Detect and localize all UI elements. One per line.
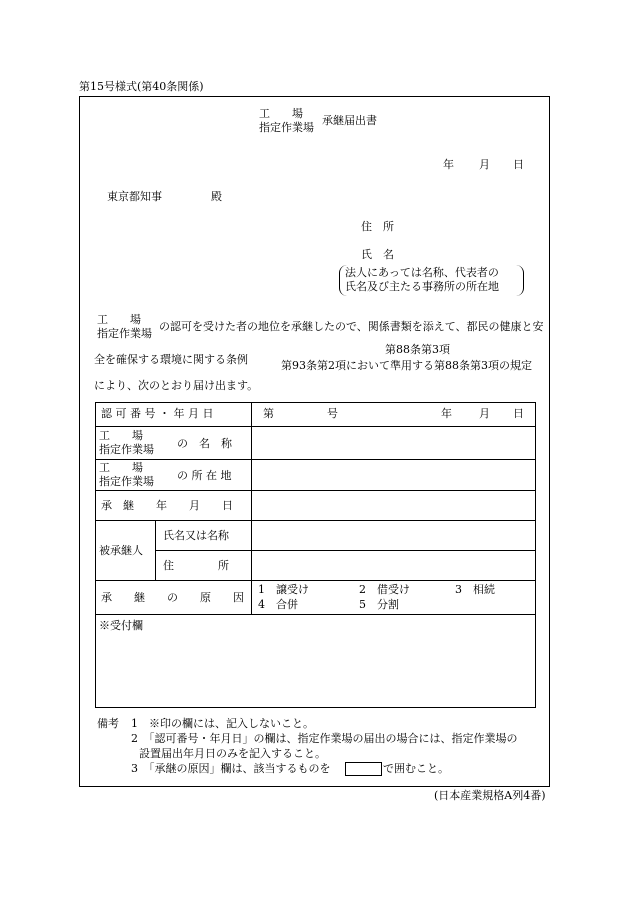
- form-number: 第15号様式(第40条関係): [79, 80, 204, 93]
- succession-date-label: 承 継 年 月 日: [101, 499, 233, 512]
- applicant-address-label: 住 所: [361, 220, 394, 233]
- form-title-kind: [259, 107, 321, 135]
- facility-location-label: の 所 在 地: [177, 469, 232, 482]
- body-line3: により、次のとおり届け出ます。: [94, 379, 259, 392]
- addressee-honorific: 殿: [211, 190, 222, 203]
- permit-number-prefix: 第: [263, 407, 274, 420]
- facility-location-kind-factory: 工 場: [99, 461, 143, 474]
- body-line2: 全を確保する環境に関する条例: [94, 353, 248, 366]
- cause-option: 5 分割: [359, 598, 399, 611]
- table-rule: [95, 580, 536, 581]
- table-rule: [155, 520, 156, 580]
- table-rule: [95, 490, 536, 491]
- permit-month: 月: [479, 407, 490, 420]
- cause-option: 2 借受け: [359, 583, 410, 596]
- body-article-1: 第88条第3項: [385, 343, 450, 356]
- title-kind-factory: 工 場: [259, 107, 303, 120]
- facility-name-kind-workplace: 指定作業場: [99, 443, 154, 456]
- details-table: [95, 402, 536, 708]
- body-article-2: 第93条第2項において準用する第88条第3項の規定: [281, 359, 532, 372]
- cause-label: 承 継 の 原 因: [101, 591, 244, 604]
- note-2-line1: 2 「認可番号・年月日」の欄は、指定作業場の届出の場合には、指定作業場の: [131, 732, 518, 745]
- body-kind-workplace: 指定作業場: [97, 327, 152, 340]
- corporation-note-line2: 氏名及び主たる事務所の所在地: [345, 280, 499, 293]
- date-month: 月: [479, 158, 490, 171]
- date-year: 年: [443, 158, 454, 171]
- facility-name-label: の 名 称: [177, 437, 232, 450]
- permit-day: 日: [513, 407, 524, 420]
- applicant-name-label: 氏 名: [361, 248, 394, 261]
- table-rule: [95, 614, 536, 615]
- body-kind: [97, 313, 152, 341]
- notes-heading: 備考: [97, 717, 119, 730]
- paper-standard: (日本産業規格A列4番): [434, 789, 546, 802]
- enclose-box-example: [345, 762, 382, 776]
- cause-option: 3 相続: [455, 583, 495, 596]
- cause-option: 1 譲受け: [258, 583, 309, 596]
- facility-location-kind-workplace: 指定作業場: [99, 475, 154, 488]
- predecessor-address-label: 住 所: [163, 559, 229, 572]
- table-rule: [251, 402, 252, 614]
- corporation-note: [345, 266, 499, 294]
- predecessor-label: 被承継人: [99, 544, 143, 557]
- note-2-line2: 設置届出年月日のみを記入すること。: [139, 747, 326, 760]
- facility-name-kind-factory: 工 場: [99, 429, 143, 442]
- body-line1: の認可を受けた者の地位を承継したので、関係書類を添えて、都民の健康と安: [159, 320, 544, 333]
- cause-option: 4 合併: [258, 598, 298, 611]
- permit-number-suffix: 号: [327, 407, 338, 420]
- date-day: 日: [513, 158, 524, 171]
- table-rule: [155, 550, 536, 551]
- facility-location-kind: [99, 461, 154, 489]
- note-1: 1 ※印の欄には、記入しないこと。: [131, 717, 314, 730]
- addressee: 東京都知事: [107, 190, 162, 203]
- permit-year: 年: [441, 407, 452, 420]
- note-3-end: で囲むこと。: [383, 762, 449, 775]
- permit-label: 認 可 番 号 ・ 年 月 日: [101, 407, 214, 420]
- corporation-note-line1: 法人にあっては名称、代表者の: [345, 266, 499, 279]
- table-rule: [95, 520, 536, 521]
- predecessor-name-label: 氏名又は名称: [163, 529, 229, 542]
- table-rule: [95, 426, 536, 427]
- facility-name-kind: [99, 429, 154, 457]
- body-kind-factory: 工 場: [97, 313, 141, 326]
- title-kind-workplace: 指定作業場: [259, 121, 314, 134]
- table-rule: [95, 459, 536, 460]
- reception-label: ※受付欄: [99, 619, 143, 632]
- note-3-start: 3 「承継の原因」欄は、該当するものを: [131, 762, 331, 775]
- form-title: 承継届出書: [322, 114, 377, 127]
